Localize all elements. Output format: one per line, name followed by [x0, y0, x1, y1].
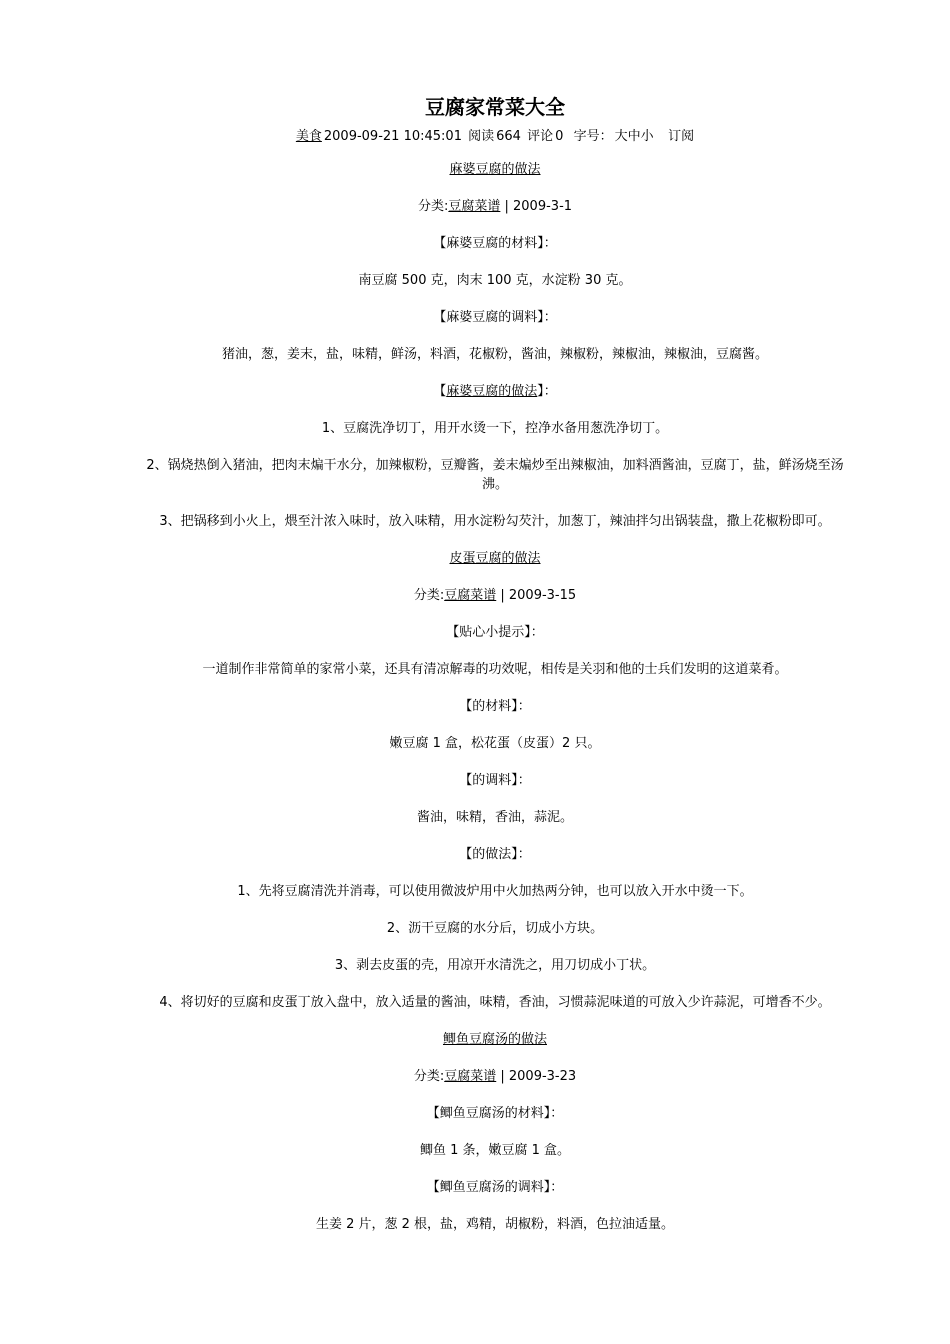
ingredients-text: 嫩豆腐 1 盒，松花蛋（皮蛋）2 只。: [389, 736, 601, 751]
reads-count: 664: [496, 129, 521, 144]
comments-label: 评论: [527, 129, 554, 144]
seasonings-text: 酱油，味精，香油，蒜泥。: [416, 810, 573, 825]
font-size-options[interactable]: 大中小: [614, 129, 654, 144]
section-heading: 【的材料】：: [459, 699, 531, 714]
category-link-tofu[interactable]: 豆腐菜谱: [444, 1069, 497, 1084]
recipe-category: 分类:豆腐菜谱 | 2009-3-15: [413, 588, 577, 603]
category-link-tofu[interactable]: 豆腐菜谱: [448, 199, 501, 214]
recipe-title-pidan[interactable]: 皮蛋豆腐的做法: [449, 551, 541, 566]
post-datetime: 2009-09-21 10:45:01: [323, 129, 462, 144]
step-text: 3、剥去皮蛋的壳，用凉开水清洗之，用刀切成小丁状。: [334, 958, 656, 973]
recipe-title-crucian[interactable]: 鲫鱼豆腐汤的做法: [442, 1032, 547, 1047]
step-text: 2、沥干豆腐的水分后，切成小方块。: [386, 921, 604, 936]
ingredients-text: 鲫鱼 1 条，嫩豆腐 1 盒。: [419, 1143, 571, 1158]
section-heading: 【贴心小提示】：: [446, 625, 544, 640]
section-heading: 【的做法】：: [459, 847, 531, 862]
section-heading: 【麻婆豆腐的材料】：: [433, 236, 557, 251]
section-heading: 【麻婆豆腐的调料】：: [433, 310, 557, 325]
recipe-title-mapo[interactable]: 麻婆豆腐的做法: [449, 162, 541, 177]
step-text: 3、把锅移到小火上，煨至汁浓入味时，放入味精，用水淀粉勾芡汁，加葱丁，辣油拌匀出锅装盘，撒上花椒粉即可。: [159, 514, 831, 529]
step-text: 1、先将豆腐清洗并消毒，可以使用微波炉用中火加热两分钟，也可以放入开水中烫一下。: [237, 884, 753, 899]
category-link-tofu[interactable]: 豆腐菜谱: [444, 588, 497, 603]
tip-text: 一道制作非常简单的家常小菜，还具有清凉解毒的功效呢，相传是关羽和他的士兵们发明的这道菜肴。: [202, 662, 788, 677]
step-text: 2、锅烧热倒入猪油，把肉末煸干水分，加辣椒粉，豆瓣酱，姜末煸炒至出辣椒油，加料酒酱油，豆腐丁，盐，鲜汤烧至汤沸。: [146, 458, 844, 492]
recipe-category: 分类:豆腐菜谱 | 2009-3-23: [413, 1069, 577, 1084]
category-link[interactable]: 美食: [295, 129, 322, 144]
step-text: 1、豆腐洗净切丁，用开水烫一下，控净水备用葱洗净切丁。: [321, 421, 669, 436]
article-meta: [120, 128, 870, 146]
reads-label: 阅读: [468, 129, 495, 144]
subscribe-link[interactable]: 订阅: [668, 129, 695, 144]
seasonings-text: 生姜 2 片，葱 2 根，盐，鸡精，胡椒粉，料酒，色拉油适量。: [315, 1217, 675, 1232]
recipe-category: 分类:豆腐菜谱 | 2009-3-1: [417, 199, 573, 214]
page-title: 豆腐家常菜大全: [425, 95, 565, 119]
section-heading: 【的调料】：: [459, 773, 531, 788]
document-page: [120, 94, 870, 1252]
method-link[interactable]: 麻婆豆腐的做法: [446, 384, 538, 399]
section-heading: 【鲫鱼豆腐汤的材料】：: [426, 1106, 564, 1121]
section-heading: 【鲫鱼豆腐汤的调料】：: [426, 1180, 564, 1195]
comments-count: 0: [555, 129, 564, 144]
font-size-label: 字号：: [573, 129, 613, 144]
section-heading: 【麻婆豆腐的做法】：: [433, 384, 557, 399]
seasonings-text: 猪油，葱，姜末，盐，味精，鲜汤，料酒，花椒粉，酱油，辣椒粉，辣椒油，辣椒油，豆腐酱。: [221, 347, 768, 362]
ingredients-text: 南豆腐 500 克，肉末 100 克，水淀粉 30 克。: [358, 273, 632, 288]
step-text: 4、将切好的豆腐和皮蛋丁放入盘中，放入适量的酱油，味精，香油，习惯蒜泥味道的可放入少许蒜泥，可增香不少。: [159, 995, 831, 1010]
